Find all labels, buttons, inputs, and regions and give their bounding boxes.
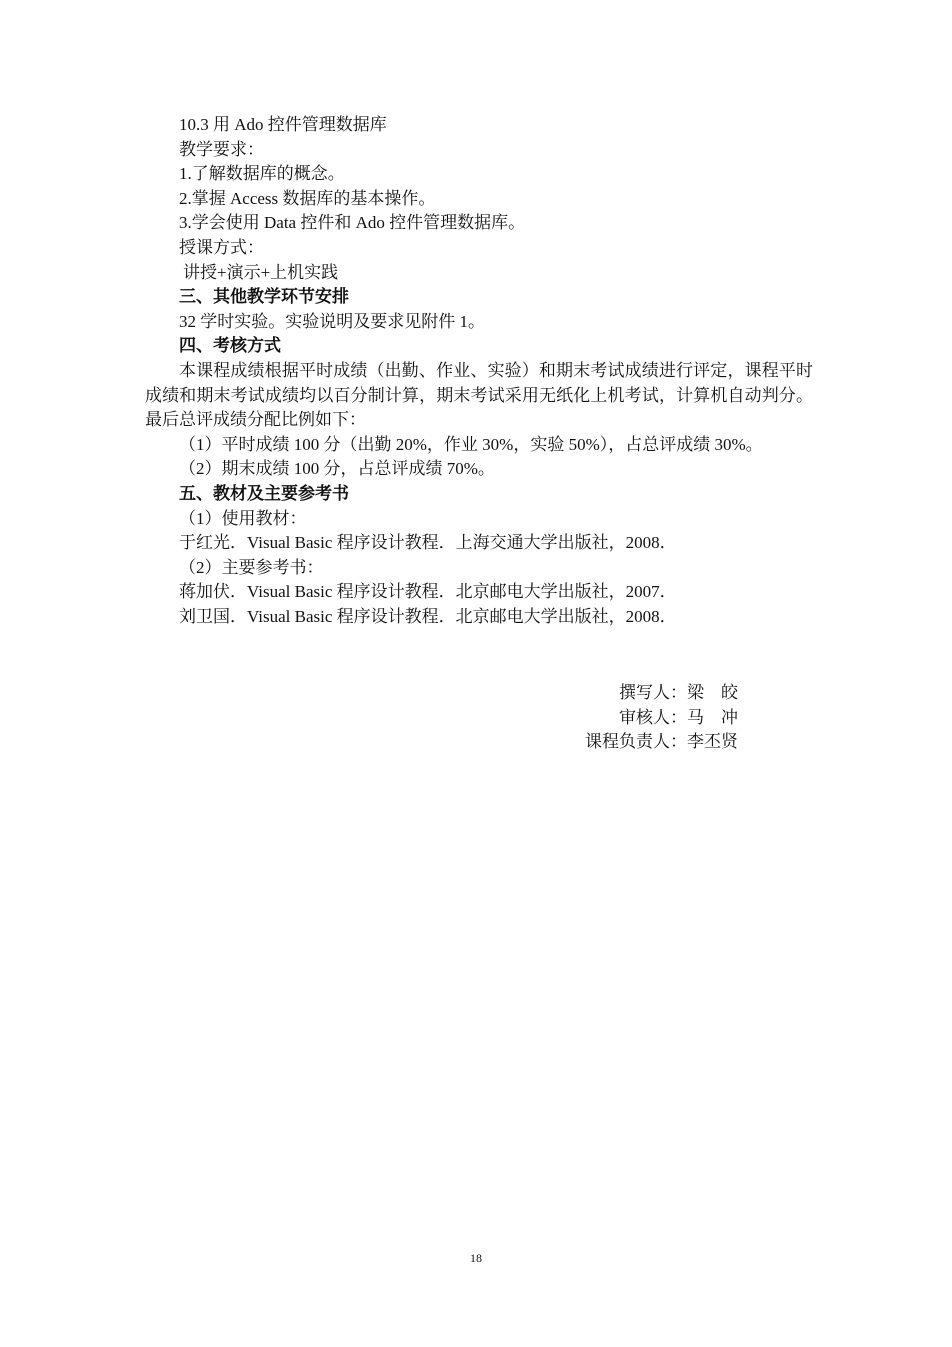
signature-block bbox=[585, 681, 738, 755]
reference-entry: 刘卫国．Visual Basic 程序设计教程．北京邮电大学出版社，2008． bbox=[179, 606, 677, 626]
section-5-heading: 五、教材及主要参考书 bbox=[179, 483, 349, 503]
section-3-heading: 三、其他教学环节安排 bbox=[179, 287, 349, 307]
teaching-method-label: 授课方式： bbox=[179, 237, 264, 257]
teaching-method-value: 讲授+演示+上机实践 bbox=[183, 262, 339, 282]
teaching-requirements-label: 教学要求： bbox=[179, 139, 264, 159]
reference-entry: 蒋加伏．Visual Basic 程序设计教程．北京邮电大学出版社，2007． bbox=[179, 582, 677, 602]
requirement-item: 3.学会使用 Data 控件和 Ado 控件管理数据库。 bbox=[179, 213, 526, 233]
references-label: （2）主要参考书： bbox=[179, 557, 324, 577]
page-number: 18 bbox=[470, 1251, 482, 1265]
document-body bbox=[145, 113, 813, 629]
course-lead-signature: 课程负责人：李丕贤 bbox=[585, 732, 738, 752]
assessment-item: （2）期末成绩 100 分，占总评成绩 70%。 bbox=[179, 459, 495, 479]
textbook-label: （1）使用教材： bbox=[179, 508, 307, 528]
textbook-entry: 于红光．Visual Basic 程序设计教程．上海交通大学出版社，2008． bbox=[179, 533, 677, 553]
writer-signature: 撰写人：梁 皎 bbox=[619, 683, 738, 702]
section-10-3-title: 10.3 用 Ado 控件管理数据库 bbox=[179, 115, 387, 134]
assessment-paragraph: 本课程成绩根据平时成绩（出勤、作业、实验）和期末考试成绩进行评定，课程平时成绩和期末考试成绩均以百分制计算，期末考试采用无纸化上机考试，计算机自动判分。最后总评成绩分配比例如下： bbox=[145, 360, 813, 430]
requirement-item: 1.了解数据库的概念。 bbox=[179, 164, 345, 184]
requirement-item: 2.掌握 Access 数据库的基本操作。 bbox=[179, 188, 436, 208]
section-3-text: 32 学时实验。实验说明及要求见附件 1。 bbox=[179, 311, 485, 331]
reviewer-signature: 审核人：马 冲 bbox=[619, 707, 738, 727]
assessment-item: （1）平时成绩 100 分（出勤 20%，作业 30%，实验 50%），占总评成绩 30%。 bbox=[179, 434, 763, 454]
section-4-heading: 四、考核方式 bbox=[179, 336, 281, 356]
